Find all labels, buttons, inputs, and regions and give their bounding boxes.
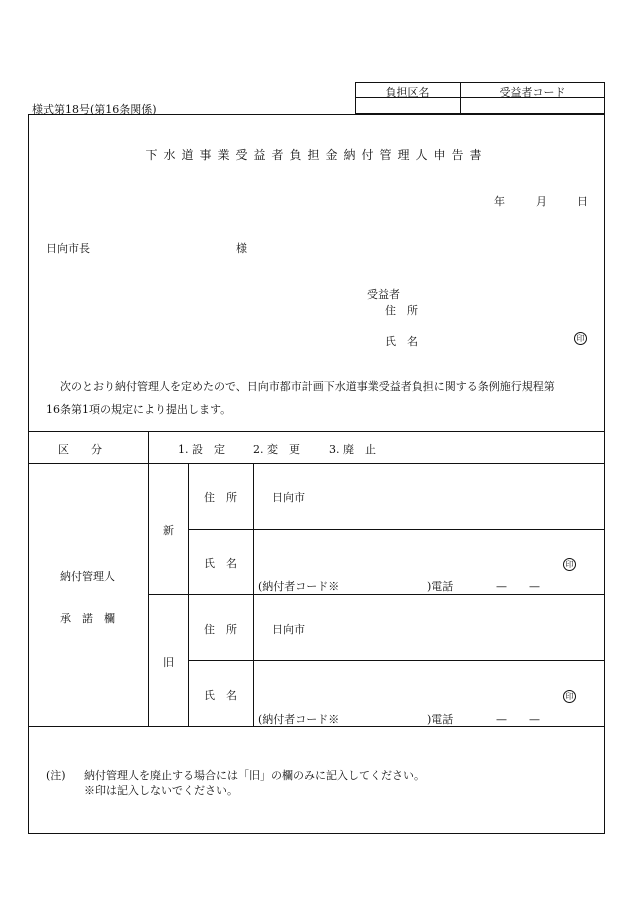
category-column-line: [148, 431, 149, 726]
notes-label: (注): [46, 769, 66, 782]
new-address-value[interactable]: 日向市: [272, 491, 305, 504]
new-name-label: 氏 名: [204, 557, 237, 570]
beneficiary-code-input[interactable]: [461, 98, 604, 113]
consent-label: 承 諾 欄: [60, 612, 115, 625]
category-row-bottom-line: [28, 463, 605, 464]
option-establish[interactable]: 1. 設 定: [178, 443, 225, 456]
date-day-label: 日: [577, 195, 588, 208]
old-address-label: 住 所: [204, 623, 237, 636]
old-phone-dash: — —: [496, 713, 540, 726]
option-abolish[interactable]: 3. 廃 止: [329, 443, 376, 456]
burden-area-input[interactable]: [356, 98, 459, 113]
old-label: 旧: [163, 656, 174, 669]
notes-line1: 納付管理人を廃止する場合には「旧」の欄のみに記入してください。: [84, 769, 425, 782]
category-label: 区 分: [58, 443, 102, 456]
form-number: 様式第18号(第16条関係): [32, 103, 157, 116]
applicant-address-label: 住 所: [385, 304, 418, 317]
notes-line2: ※印は記入しないでください。: [84, 784, 238, 797]
applicant-seal-icon: 印: [574, 332, 587, 345]
new-phone-dash: — —: [496, 580, 540, 593]
burden-area-header: 負担区名: [385, 86, 430, 99]
new-seal-icon: 印: [563, 558, 576, 571]
form-title: 下水道事業受益者負担金納付管理人申告書: [145, 148, 488, 162]
new-address-bottom-line: [188, 529, 605, 530]
new-name-input[interactable]: [260, 540, 555, 574]
addressee-mayor: 日向市長: [46, 242, 90, 255]
old-name-input[interactable]: [260, 672, 555, 706]
applicant-name-input[interactable]: [430, 331, 570, 347]
new-phone-label: )電話: [427, 580, 454, 593]
old-phone-label: )電話: [427, 713, 454, 726]
old-address-value[interactable]: 日向市: [272, 623, 305, 636]
new-address-label: 住 所: [204, 491, 237, 504]
applicant-address-input[interactable]: [430, 300, 595, 316]
option-change[interactable]: 2. 変 更: [253, 443, 300, 456]
beneficiary-code-header: 受益者コード: [499, 86, 566, 99]
old-name-label: 氏 名: [204, 689, 237, 702]
old-code-text: (納付者コード※: [258, 713, 340, 726]
date-year-label: 年: [494, 195, 505, 208]
body-text-line2: 16条第1項の規定により提出します。: [46, 403, 232, 416]
manager-label: 納付管理人: [60, 570, 115, 583]
date-month-label: 月: [536, 195, 547, 208]
new-code-text: (納付者コード※: [258, 580, 340, 593]
old-seal-icon: 印: [563, 690, 576, 703]
table-top-line: [28, 431, 605, 432]
new-old-separator-line: [148, 594, 605, 595]
applicant-role: 受益者: [367, 288, 400, 301]
addressee-honorific: 様: [236, 242, 247, 255]
old-address-bottom-line: [188, 660, 605, 661]
applicant-name-label: 氏 名: [385, 335, 418, 348]
new-label: 新: [163, 524, 174, 537]
body-text-line1: 次のとおり納付管理人を定めたので、日向市都市計画下水道事業受益者負担に関する条例施行規程第: [60, 380, 555, 393]
